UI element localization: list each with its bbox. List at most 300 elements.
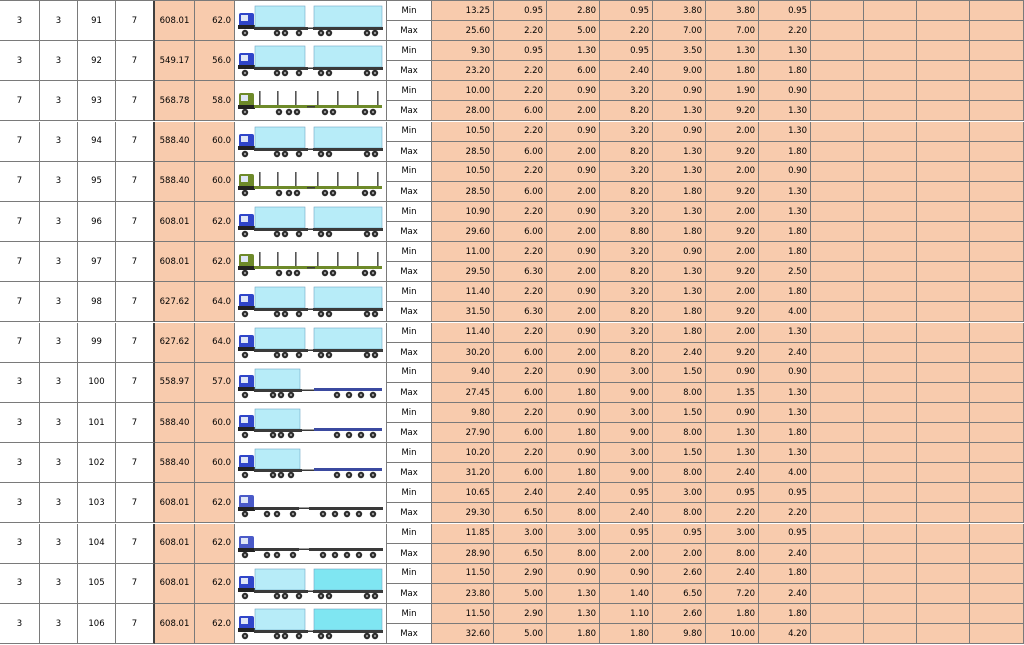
empty-cell[interactable] xyxy=(864,604,917,644)
value-cell[interactable] xyxy=(600,41,653,81)
cell-d[interactable]: 7 xyxy=(116,41,155,81)
value-cell[interactable] xyxy=(759,1,811,41)
value-cell[interactable] xyxy=(432,81,494,121)
value-cell[interactable] xyxy=(494,564,547,604)
cell-id[interactable]: 106 xyxy=(78,604,116,644)
empty-cell[interactable] xyxy=(864,122,917,162)
cell-id[interactable]: 104 xyxy=(78,524,116,564)
value-cell[interactable] xyxy=(547,323,600,363)
value-cell[interactable] xyxy=(653,41,706,81)
value-cell[interactable] xyxy=(547,1,600,41)
cell-weight[interactable]: 608.01 xyxy=(155,564,195,604)
value-cell[interactable] xyxy=(494,41,547,81)
value-cell[interactable] xyxy=(494,1,547,41)
cell-a[interactable]: 7 xyxy=(0,81,40,121)
value-cell[interactable] xyxy=(600,483,653,523)
empty-cell[interactable] xyxy=(811,202,864,242)
value-cell[interactable] xyxy=(432,443,494,483)
value-cell[interactable] xyxy=(706,81,759,121)
value-cell[interactable] xyxy=(494,363,547,403)
value-cell[interactable] xyxy=(432,41,494,81)
empty-cell[interactable] xyxy=(970,564,1024,604)
empty-cell[interactable] xyxy=(917,564,970,604)
cell-b[interactable]: 3 xyxy=(40,1,78,41)
value-cell[interactable] xyxy=(706,604,759,644)
value-cell[interactable] xyxy=(494,242,547,282)
cell-b[interactable]: 3 xyxy=(40,242,78,282)
cell-weight[interactable]: 608.01 xyxy=(155,524,195,564)
value-cell[interactable] xyxy=(653,564,706,604)
empty-cell[interactable] xyxy=(970,483,1024,523)
cell-a[interactable]: 3 xyxy=(0,1,40,41)
value-cell[interactable] xyxy=(706,443,759,483)
empty-cell[interactable] xyxy=(917,162,970,202)
cell-id[interactable]: 103 xyxy=(78,483,116,523)
cell-b[interactable]: 3 xyxy=(40,202,78,242)
value-cell[interactable] xyxy=(706,242,759,282)
value-cell[interactable] xyxy=(494,282,547,322)
value-cell[interactable] xyxy=(494,122,547,162)
cell-d[interactable]: 7 xyxy=(116,242,155,282)
empty-cell[interactable] xyxy=(811,122,864,162)
value-cell[interactable] xyxy=(547,564,600,604)
value-cell[interactable] xyxy=(432,202,494,242)
empty-cell[interactable] xyxy=(917,604,970,644)
cell-len[interactable]: 62.0 xyxy=(195,524,235,564)
empty-cell[interactable] xyxy=(864,564,917,604)
max-value: 2.00 xyxy=(577,186,596,197)
value-cell[interactable] xyxy=(494,81,547,121)
empty-cell[interactable] xyxy=(811,81,864,121)
cell-b[interactable]: 3 xyxy=(40,162,78,202)
cell-b[interactable]: 3 xyxy=(40,122,78,162)
empty-cell[interactable] xyxy=(970,1,1024,41)
value-cell[interactable] xyxy=(759,162,811,202)
cell-id[interactable]: 100 xyxy=(78,363,116,403)
value-cell[interactable] xyxy=(600,604,653,644)
empty-cell[interactable] xyxy=(864,81,917,121)
value-cell[interactable] xyxy=(547,162,600,202)
cell-d[interactable]: 7 xyxy=(116,282,155,322)
value-cell[interactable] xyxy=(653,162,706,202)
empty-cell[interactable] xyxy=(864,282,917,322)
cell-len[interactable]: 62.0 xyxy=(195,483,235,523)
cell-weight[interactable]: 588.40 xyxy=(155,443,195,483)
empty-cell[interactable] xyxy=(917,81,970,121)
cell-weight[interactable]: 588.40 xyxy=(155,403,195,443)
cell-weight[interactable]: 608.01 xyxy=(155,202,195,242)
value-cell[interactable] xyxy=(432,524,494,564)
cell-len[interactable]: 64.0 xyxy=(195,323,235,363)
empty-cell[interactable] xyxy=(917,443,970,483)
value-cell[interactable] xyxy=(706,202,759,242)
empty-cell[interactable] xyxy=(970,323,1024,363)
value-cell[interactable] xyxy=(547,41,600,81)
value-cell[interactable] xyxy=(432,1,494,41)
value-cell[interactable] xyxy=(653,242,706,282)
value-cell[interactable] xyxy=(547,363,600,403)
vehicle-image-cell[interactable] xyxy=(235,1,387,41)
empty-cell[interactable] xyxy=(917,323,970,363)
cell-id[interactable]: 91 xyxy=(78,1,116,41)
value-cell[interactable] xyxy=(759,122,811,162)
value-cell[interactable] xyxy=(432,323,494,363)
value-cell[interactable] xyxy=(432,242,494,282)
value-cell[interactable] xyxy=(432,363,494,403)
empty-cell[interactable] xyxy=(917,483,970,523)
cell-len[interactable]: 62.0 xyxy=(195,604,235,644)
empty-cell[interactable] xyxy=(970,604,1024,644)
vehicle-image-cell[interactable] xyxy=(235,122,387,162)
empty-cell[interactable] xyxy=(970,41,1024,81)
value-cell[interactable] xyxy=(494,524,547,564)
min-value: 1.30 xyxy=(759,443,810,463)
empty-cell[interactable] xyxy=(811,41,864,81)
empty-cell[interactable] xyxy=(970,162,1024,202)
cell-len[interactable]: 62.0 xyxy=(195,564,235,604)
value-cell[interactable] xyxy=(432,483,494,523)
empty-cell[interactable] xyxy=(917,1,970,41)
value-cell[interactable] xyxy=(759,202,811,242)
cell-id[interactable]: 92 xyxy=(78,41,116,81)
empty-cell[interactable] xyxy=(811,363,864,403)
value-cell[interactable] xyxy=(653,403,706,443)
cell-a[interactable]: 3 xyxy=(0,564,40,604)
cell-d[interactable]: 7 xyxy=(116,524,155,564)
value-cell[interactable] xyxy=(706,323,759,363)
empty-cell[interactable] xyxy=(811,403,864,443)
cell-weight[interactable]: 608.01 xyxy=(155,1,195,41)
value-cell[interactable] xyxy=(706,1,759,41)
vehicle-image-cell[interactable] xyxy=(235,443,387,483)
empty-cell[interactable] xyxy=(864,363,917,403)
cell-d[interactable]: 7 xyxy=(116,122,155,162)
value-cell[interactable] xyxy=(600,524,653,564)
empty-cell[interactable] xyxy=(811,282,864,322)
cell-id[interactable]: 101 xyxy=(78,403,116,443)
cell-id[interactable]: 98 xyxy=(78,282,116,322)
cell-a[interactable]: 3 xyxy=(0,443,40,483)
value-cell[interactable] xyxy=(494,604,547,644)
cell-a[interactable]: 3 xyxy=(0,41,40,81)
empty-cell[interactable] xyxy=(864,443,917,483)
value-cell[interactable] xyxy=(706,162,759,202)
empty-cell[interactable] xyxy=(811,443,864,483)
empty-half xyxy=(970,363,1023,383)
empty-cell[interactable] xyxy=(811,323,864,363)
cell-weight[interactable]: 549.17 xyxy=(155,41,195,81)
value-cell[interactable] xyxy=(494,443,547,483)
value-cell[interactable] xyxy=(432,564,494,604)
value-cell[interactable] xyxy=(547,524,600,564)
value-cell[interactable] xyxy=(600,363,653,403)
vehicle-image-cell[interactable] xyxy=(235,403,387,443)
empty-cell[interactable] xyxy=(970,363,1024,403)
value-cell[interactable] xyxy=(547,483,600,523)
cell-a[interactable]: 3 xyxy=(0,363,40,403)
cell-b[interactable]: 3 xyxy=(40,443,78,483)
cell-a[interactable]: 7 xyxy=(0,282,40,322)
cell-a[interactable]: 7 xyxy=(0,242,40,282)
value-cell[interactable] xyxy=(759,363,811,403)
value-cell[interactable] xyxy=(600,282,653,322)
cell-len[interactable]: 60.0 xyxy=(195,162,235,202)
empty-cell[interactable] xyxy=(864,41,917,81)
value-cell[interactable] xyxy=(494,403,547,443)
min-value: 0.90 xyxy=(547,162,599,182)
cell-id[interactable]: 94 xyxy=(78,122,116,162)
cell-a[interactable]: 7 xyxy=(0,323,40,363)
cell-id[interactable]: 93 xyxy=(78,81,116,121)
value-cell[interactable] xyxy=(653,323,706,363)
value-cell[interactable] xyxy=(547,122,600,162)
empty-cell[interactable] xyxy=(864,323,917,363)
cell-weight[interactable]: 588.40 xyxy=(155,162,195,202)
empty-cell[interactable] xyxy=(811,1,864,41)
empty-cell[interactable] xyxy=(811,564,864,604)
value-cell[interactable] xyxy=(432,403,494,443)
cell-len[interactable]: 57.0 xyxy=(195,363,235,403)
value-cell[interactable] xyxy=(706,524,759,564)
cell-id[interactable]: 102 xyxy=(78,443,116,483)
vehicle-image-cell[interactable] xyxy=(235,524,387,564)
cell-len[interactable]: 56.0 xyxy=(195,41,235,81)
cell-b[interactable]: 3 xyxy=(40,403,78,443)
cell-len[interactable]: 62.0 xyxy=(195,1,235,41)
vehicle-image-cell[interactable] xyxy=(235,323,387,363)
cell-d[interactable]: 7 xyxy=(116,1,155,41)
cell-weight[interactable]: 558.97 xyxy=(155,363,195,403)
value-cell[interactable] xyxy=(600,564,653,604)
value-cell[interactable] xyxy=(653,483,706,523)
truck-two-boxes-blue-icon xyxy=(237,204,385,240)
cell-len[interactable]: 60.0 xyxy=(195,403,235,443)
cell-d[interactable]: 7 xyxy=(116,162,155,202)
value-cell[interactable] xyxy=(759,483,811,523)
value-cell[interactable] xyxy=(653,202,706,242)
cell-a[interactable]: 3 xyxy=(0,483,40,523)
empty-cell[interactable] xyxy=(864,524,917,564)
value-cell[interactable] xyxy=(547,443,600,483)
value-cell[interactable] xyxy=(600,202,653,242)
cell-len[interactable]: 64.0 xyxy=(195,282,235,322)
cell-id[interactable]: 105 xyxy=(78,564,116,604)
value-cell[interactable] xyxy=(759,524,811,564)
cell-d[interactable]: 7 xyxy=(116,604,155,644)
value-cell[interactable] xyxy=(759,564,811,604)
value-cell[interactable] xyxy=(653,81,706,121)
vehicle-image-cell[interactable] xyxy=(235,604,387,644)
cell-a[interactable]: 7 xyxy=(0,122,40,162)
value-cell[interactable] xyxy=(600,122,653,162)
vehicle-image-cell[interactable] xyxy=(235,242,387,282)
value-cell[interactable] xyxy=(653,604,706,644)
value-cell[interactable] xyxy=(600,443,653,483)
cell-b[interactable]: 3 xyxy=(40,564,78,604)
empty-cell[interactable] xyxy=(811,524,864,564)
vehicle-image-cell[interactable] xyxy=(235,564,387,604)
empty-cell[interactable] xyxy=(970,202,1024,242)
value-cell[interactable] xyxy=(706,483,759,523)
value-cell[interactable] xyxy=(759,41,811,81)
cell-a[interactable]: 7 xyxy=(0,202,40,242)
value-cell[interactable] xyxy=(653,1,706,41)
cell-a[interactable]: 7 xyxy=(0,162,40,202)
empty-cell[interactable] xyxy=(811,483,864,523)
vehicle-image-cell[interactable] xyxy=(235,81,387,121)
vehicle-image-cell[interactable] xyxy=(235,363,387,403)
empty-cell[interactable] xyxy=(811,162,864,202)
cell-id[interactable]: 97 xyxy=(78,242,116,282)
vehicle-image-cell[interactable] xyxy=(235,202,387,242)
value-cell[interactable] xyxy=(494,162,547,202)
value-cell[interactable] xyxy=(600,1,653,41)
cell-id[interactable]: 95 xyxy=(78,162,116,202)
value-cell[interactable] xyxy=(706,564,759,604)
value-cell[interactable] xyxy=(547,202,600,242)
cell-weight[interactable]: 608.01 xyxy=(155,604,195,644)
cell-weight[interactable]: 627.62 xyxy=(155,323,195,363)
value-cell[interactable] xyxy=(600,403,653,443)
empty-cell[interactable] xyxy=(864,162,917,202)
vehicle-image-cell[interactable] xyxy=(235,41,387,81)
cell-weight[interactable]: 608.01 xyxy=(155,483,195,523)
cell-a[interactable]: 3 xyxy=(0,604,40,644)
cell-d[interactable]: 7 xyxy=(116,202,155,242)
value-cell[interactable] xyxy=(600,323,653,363)
value-cell[interactable] xyxy=(547,81,600,121)
cell-len[interactable]: 60.0 xyxy=(195,122,235,162)
value-cell[interactable] xyxy=(759,242,811,282)
value-cell[interactable] xyxy=(432,282,494,322)
empty-cell[interactable] xyxy=(811,242,864,282)
empty-cell[interactable] xyxy=(917,282,970,322)
cell-weight[interactable]: 568.78 xyxy=(155,81,195,121)
cell-weight[interactable]: 588.40 xyxy=(155,122,195,162)
value-cell[interactable] xyxy=(759,282,811,322)
value-cell[interactable] xyxy=(547,242,600,282)
empty-cell[interactable] xyxy=(970,122,1024,162)
value-cell[interactable] xyxy=(494,202,547,242)
value-cell[interactable] xyxy=(759,403,811,443)
empty-cell[interactable] xyxy=(917,363,970,403)
value-cell[interactable] xyxy=(706,122,759,162)
max-value: 2.00 xyxy=(577,347,596,358)
cell-d[interactable]: 7 xyxy=(116,323,155,363)
empty-cell[interactable] xyxy=(864,242,917,282)
value-cell[interactable] xyxy=(547,604,600,644)
empty-cell[interactable] xyxy=(970,524,1024,564)
value-cell[interactable] xyxy=(653,363,706,403)
value-cell[interactable] xyxy=(600,81,653,121)
cell-d[interactable]: 7 xyxy=(116,564,155,604)
empty-cell[interactable] xyxy=(864,403,917,443)
value-cell[interactable] xyxy=(759,443,811,483)
vehicle-image-cell[interactable] xyxy=(235,483,387,523)
cell-b[interactable]: 3 xyxy=(40,604,78,644)
value-cell[interactable] xyxy=(653,443,706,483)
cell-b[interactable]: 3 xyxy=(40,483,78,523)
empty-cell[interactable] xyxy=(917,202,970,242)
empty-cell[interactable] xyxy=(970,81,1024,121)
value-cell[interactable] xyxy=(706,282,759,322)
value-cell[interactable] xyxy=(494,483,547,523)
empty-cell[interactable] xyxy=(917,403,970,443)
value-cell[interactable] xyxy=(759,604,811,644)
value-cell[interactable] xyxy=(653,122,706,162)
value-cell[interactable] xyxy=(706,363,759,403)
cell-len[interactable]: 58.0 xyxy=(195,81,235,121)
empty-cell[interactable] xyxy=(970,443,1024,483)
value-cell[interactable] xyxy=(547,282,600,322)
cell-len[interactable]: 62.0 xyxy=(195,202,235,242)
cell-d[interactable]: 7 xyxy=(116,443,155,483)
empty-cell[interactable] xyxy=(970,403,1024,443)
cell-a[interactable]: 3 xyxy=(0,403,40,443)
value-cell[interactable] xyxy=(706,403,759,443)
value-cell[interactable] xyxy=(432,162,494,202)
empty-cell[interactable] xyxy=(811,604,864,644)
cell-b[interactable]: 3 xyxy=(40,41,78,81)
vehicle-image-cell[interactable] xyxy=(235,282,387,322)
empty-cell[interactable] xyxy=(970,282,1024,322)
value-cell[interactable] xyxy=(759,323,811,363)
empty-cell[interactable] xyxy=(864,202,917,242)
cell-b[interactable]: 3 xyxy=(40,524,78,564)
cell-b[interactable]: 3 xyxy=(40,323,78,363)
value-cell[interactable] xyxy=(653,524,706,564)
empty-cell[interactable] xyxy=(970,242,1024,282)
cell-len[interactable]: 62.0 xyxy=(195,242,235,282)
cell-id[interactable]: 96 xyxy=(78,202,116,242)
cell-a[interactable]: 3 xyxy=(0,524,40,564)
cell-b[interactable]: 3 xyxy=(40,363,78,403)
cell-weight[interactable]: 608.01 xyxy=(155,242,195,282)
cell-d[interactable]: 7 xyxy=(116,81,155,121)
cell-d[interactable]: 7 xyxy=(116,363,155,403)
empty-cell[interactable] xyxy=(864,483,917,523)
min-max-label-cell xyxy=(387,41,432,81)
max-value: 6.00 xyxy=(524,347,543,358)
value-cell[interactable] xyxy=(759,81,811,121)
empty-cell[interactable] xyxy=(917,242,970,282)
cell-d[interactable]: 7 xyxy=(116,403,155,443)
cell-weight[interactable]: 627.62 xyxy=(155,282,195,322)
min-value: 2.00 xyxy=(706,323,758,343)
value-cell[interactable] xyxy=(706,41,759,81)
max-value: 2.00 xyxy=(577,106,596,117)
empty-half xyxy=(811,122,863,142)
empty-cell[interactable] xyxy=(917,122,970,162)
cell-b[interactable]: 3 xyxy=(40,81,78,121)
value-cell[interactable] xyxy=(547,403,600,443)
empty-cell[interactable] xyxy=(917,41,970,81)
cell-id[interactable]: 99 xyxy=(78,323,116,363)
value-cell[interactable] xyxy=(600,162,653,202)
value-cell[interactable] xyxy=(653,282,706,322)
cell-b[interactable]: 3 xyxy=(40,282,78,322)
vehicle-image-cell[interactable] xyxy=(235,162,387,202)
value-cell[interactable] xyxy=(432,122,494,162)
min-value: 1.30 xyxy=(706,41,758,61)
value-cell[interactable] xyxy=(432,604,494,644)
empty-cell[interactable] xyxy=(864,1,917,41)
value-cell[interactable] xyxy=(600,242,653,282)
cell-d[interactable]: 7 xyxy=(116,483,155,523)
cell-len[interactable]: 60.0 xyxy=(195,443,235,483)
empty-cell[interactable] xyxy=(917,524,970,564)
value-cell[interactable] xyxy=(494,323,547,363)
